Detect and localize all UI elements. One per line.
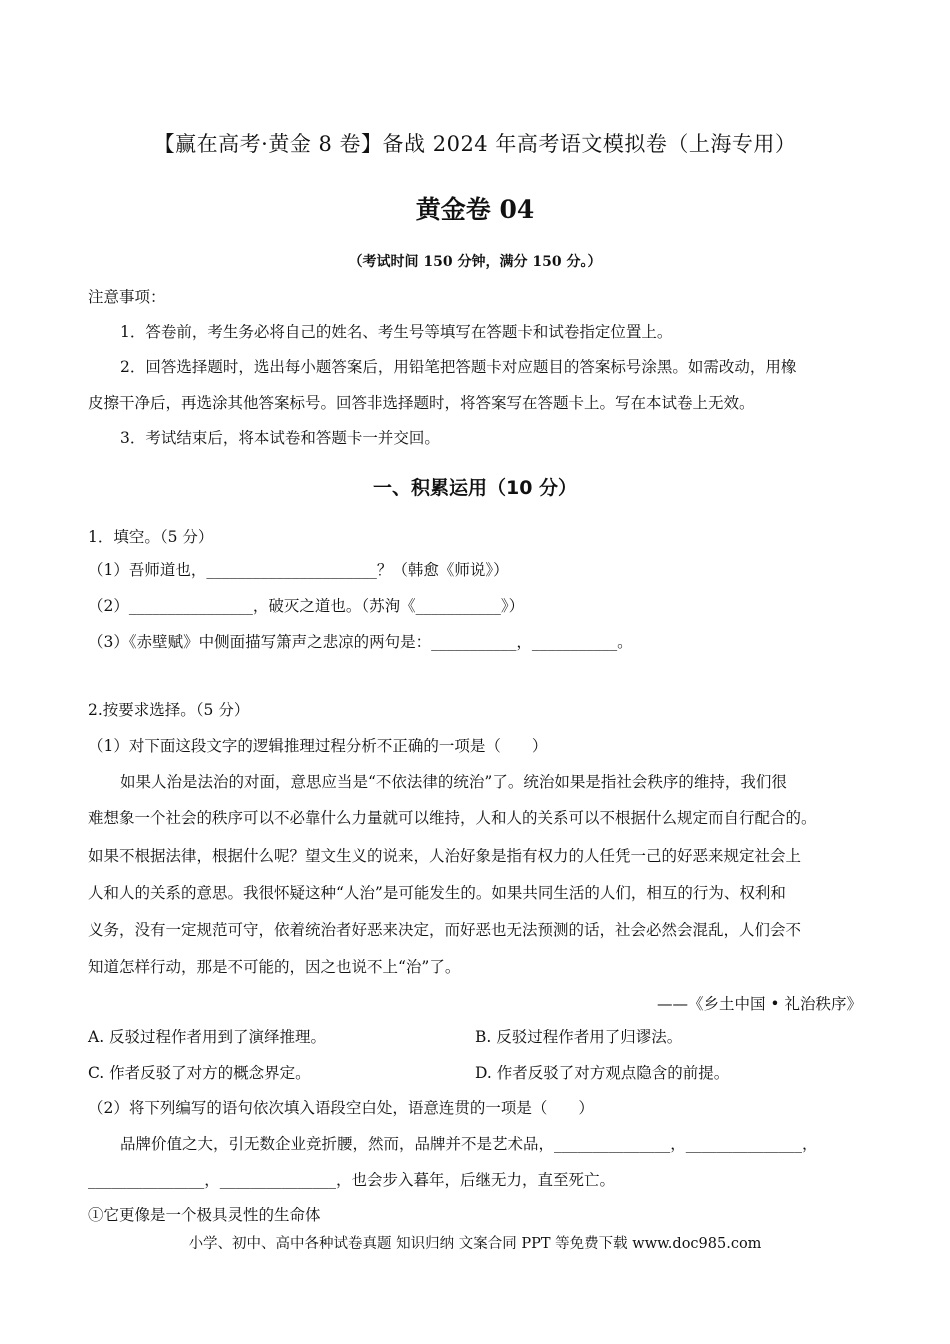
notice-item-3: 3．考试结束后，将本试卷和答题卡一并交回。	[120, 429, 440, 447]
passage-line: 人和人的关系的意思。我很怀疑这种“人治”是可能发生的。如果共同生活的人们，相互的行为、权利和	[88, 884, 786, 902]
question-1-sub-3: （3）《赤壁赋》中侧面描写箫声之悲凉的两句是：___________，___________。	[88, 633, 633, 651]
option-d: D. 作者反驳了对方观点隐含的前提。	[475, 1064, 730, 1082]
question-2-stem: 2.按要求选择。（5 分）	[88, 701, 250, 719]
notice-item-2-line-1: 2．回答选择题时，选出每小题答案后，用铅笔把答题卡对应题目的答案标号涂黑。如需改动，用橡	[120, 358, 797, 376]
option-a: A. 反驳过程作者用到了演绎推理。	[88, 1028, 327, 1046]
sentence-option-1: ①它更像是一个极具灵性的生命体	[88, 1206, 321, 1224]
option-b: B. 反驳过程作者用了归谬法。	[475, 1028, 683, 1046]
option-c: C. 作者反驳了对方的概念界定。	[88, 1064, 311, 1082]
notice-item-1: 1．答卷前，考生务必将自己的姓名、考生号等填写在答题卡和试卷指定位置上。	[120, 323, 673, 341]
notice-heading: 注意事项：	[88, 288, 166, 306]
question-1-sub-1: （1）吾师道也，______________________？（韩愈《师说》）	[88, 561, 509, 579]
question-1-stem: 1．填空。（5 分）	[88, 528, 214, 546]
question-1-sub-2: （2）________________，破灭之道也。（苏洵《___________》）	[88, 597, 525, 615]
passage-line: 如果不根据法律，根据什么呢？望文生义的说来，人治好象是指有权力的人任凭一己的好恶来规定社会上	[88, 847, 802, 865]
paper-subtitle: 黄金卷 04	[415, 195, 535, 224]
notice-item-2-line-2: 皮擦干净后，再选涂其他答案标号。回答非选择题时，将答案写在答题卡上。写在本试卷上无效。	[88, 394, 755, 412]
exam-title: 【赢在高考·黄金 8 卷】备战 2024 年高考语文模拟卷（上海专用）	[153, 132, 797, 156]
question-2-sub-1: （1）对下面这段文字的逻辑推理过程分析不正确的一项是（ ）	[88, 737, 548, 755]
passage-line: 知道怎样行动，那是不可能的，因之也说不上“治”了。	[88, 958, 461, 976]
page-footer: 小学、初中、高中各种试卷真题 知识归纳 文案合同 PPT 等免费下载 www.doc985.com	[188, 1236, 762, 1252]
exam-time-info: （考试时间 150 分钟，满分 150 分。）	[348, 254, 602, 270]
passage-line: 义务，没有一定规范可守，依着统治者好恶来决定，而好恶也无法预测的话，社会必然会混乱，人们会不	[88, 921, 802, 939]
passage-line: 难想象一个社会的秩序可以不必靠什么力量就可以维持，人和人的关系可以不根据什么规定而自行配合的。	[88, 809, 817, 827]
passage-source: ——《乡土中国 • 礼治秩序》	[657, 995, 862, 1013]
passage-line: 如果人治是法治的对面，意思应当是“不依法律的统治”了。统治如果是指社会秩序的维持，我们很	[120, 773, 787, 791]
fill-paragraph-line-2: _______________，_______________，也会步入暮年，后继无力，直至死亡。	[88, 1171, 616, 1189]
section-heading: 一、积累运用（10 分）	[372, 477, 578, 499]
fill-paragraph-line-1: 品牌价值之大，引无数企业竞折腰，然而，品牌并不是艺术品，_______________，_______________，	[120, 1135, 818, 1153]
question-2-sub-2: （2）将下列编写的语句依次填入语段空白处，语意连贯的一项是（ ）	[88, 1099, 594, 1117]
